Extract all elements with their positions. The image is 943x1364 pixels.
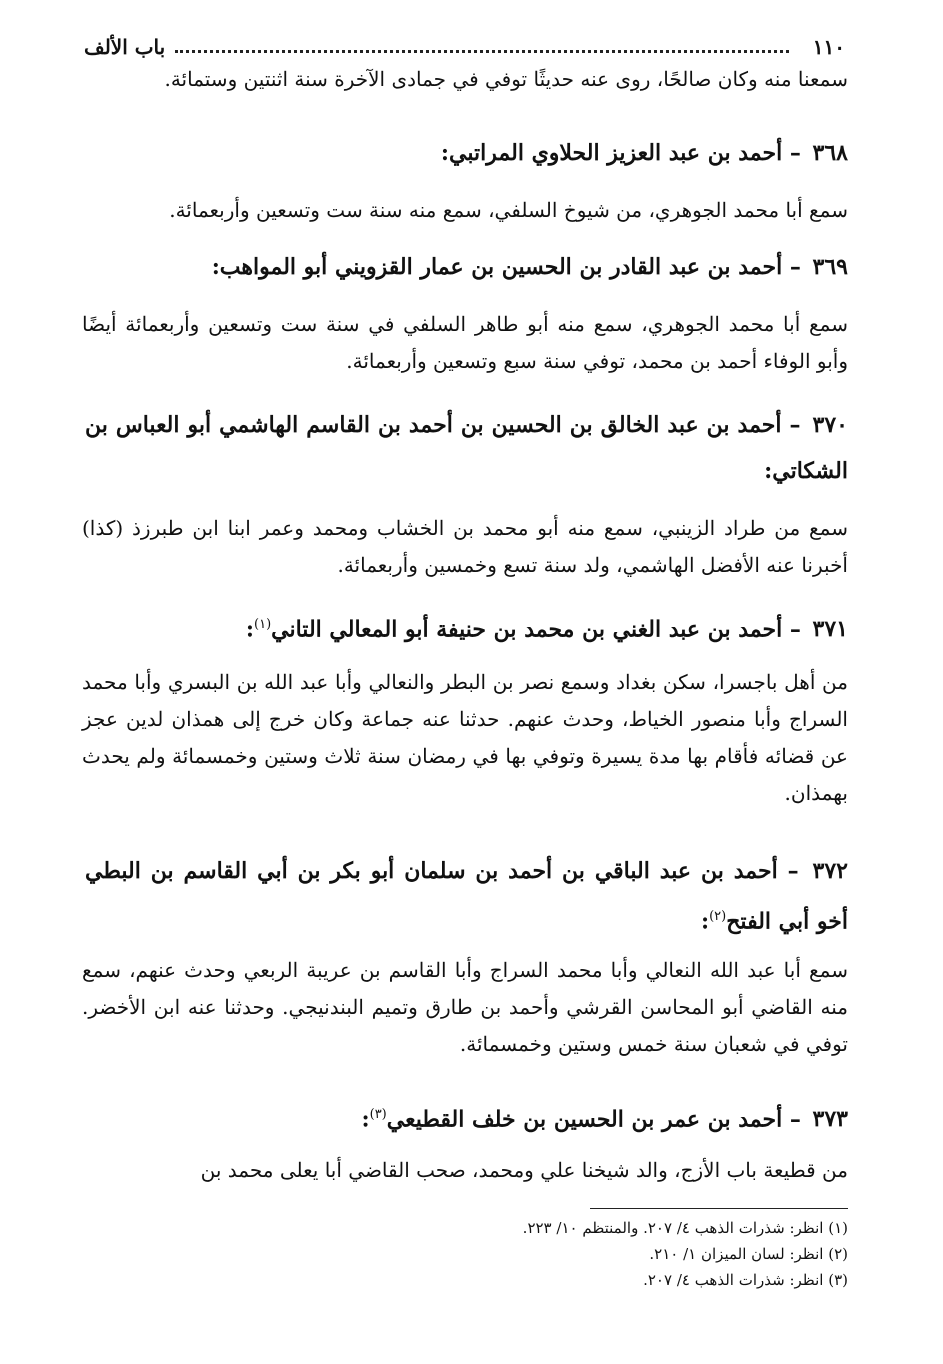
footnote-marker[interactable]: (٢) [709, 909, 727, 924]
footnote-item: (١) انظر: شذرات الذهب ٤/ ٢٠٧. والمنتظم ١٠/ ٢٢٣. [522, 1219, 848, 1237]
entry-body: من أهل باجسرا، سكن بغداد وسمع نصر بن البطر والنعالي وأبا عبد الله بن البسري وأبا محمد السراج وأبا منصور الخياط، وحدث عنهم. حدثنا عنه جماعة وكان خرج إلى همذان لدين عجز عن قضائه فأقام بها مدة يسيرة وتوفي بها في رمضان سنة ثلاث وستين وخمسمائة ولم يحدث بهمذان. [82, 670, 848, 805]
entry-heading [85, 848, 848, 944]
entry-heading [85, 602, 848, 652]
leader-dots [175, 50, 789, 53]
footnote-item: (٢) انظر: لسان الميزان ١/ ٢١٠. [649, 1245, 848, 1263]
entry-name: أحمد بن عبد الخالق بن الحسين بن أحمد بن القاسم الهاشمي أبو العباس بن الشكاتي: [85, 412, 848, 484]
entry-dash: – [782, 140, 801, 166]
entry-dash: – [782, 616, 801, 643]
entry-body: سمع أبا محمد الجوهري، سمع منه أبو طاهر السلفي في سنة ست وتسعين وأربعمائة أيضًا وأبو الوفاء أحمد بن محمد، توفي سنة سبع وتسعين وأربعمائة. [82, 312, 848, 373]
running-header [84, 30, 845, 64]
entry-body: سمع أبا عبد الله النعالي وأبا محمد السراج وأبا القاسم بن عريبة الربعي وحدث عنهم، سمع منه القاضي أبو المحاسن القرشي وأحمد بن طارق وتميم البندنيجي. وحدثنا عنه ابن الأخضر. توفي في شعبان سنة خمس وستين وخمسمائة. [82, 958, 848, 1056]
entry-name: أحمد بن عبد الغني بن محمد بن حنيفة أبو المعالي التاني [271, 616, 783, 643]
entry-name: أحمد بن عبد الباقي بن أحمد بن سلمان أبو بكر بن أبي القاسم بن البطي أخو أبي الفتح [85, 858, 848, 935]
entry-heading [85, 244, 848, 290]
entry-name: أحمد بن عمر بن الحسين بن خلف القطيعي [386, 1106, 783, 1133]
entry-heading [85, 130, 848, 176]
entry-dash: – [782, 254, 801, 280]
entry-number: ٣٧٠ [812, 412, 848, 438]
entry-number: ٣٧٢ [812, 858, 848, 884]
entry-body: سمع أبا محمد الجوهري، من شيوخ السلفي، سمع منه سنة ست وتسعين وأربعمائة. [169, 198, 848, 222]
footnote-marker[interactable]: (١) [254, 617, 272, 632]
entry-colon: : [361, 1106, 370, 1133]
entry-name: أحمد بن عبد القادر بن الحسين بن عمار القزويني أبو المواهب: [211, 254, 783, 280]
entry-body: سمع من طراد الزينبي، سمع منه أبو محمد بن الخشاب ومحمد وعمر ابنا ابن طبرزذ (كذا) أخبرنا عنه الأفضل الهاشمي، ولد سنة تسع وخمسين وأربعمائة. [82, 516, 848, 577]
entry-heading [85, 1092, 848, 1142]
entry-dash: – [777, 858, 799, 884]
chapter-title: باب الألف [84, 35, 166, 59]
carryover-paragraph: سمعنا منه وكان صالحًا، روى عنه حديثًا توفي في جمادى الآخرة سنة اثنتين وستمائة. [164, 67, 848, 91]
entry-number: ٣٧١ [812, 616, 848, 643]
footnote-marker[interactable]: (٣) [369, 1107, 387, 1122]
entry-heading [85, 402, 848, 494]
entry-dash: – [781, 412, 801, 438]
footnote-separator [590, 1208, 848, 1209]
footnote-item: (٣) انظر: شذرات الذهب ٤/ ٢٠٧. [643, 1271, 848, 1289]
entry-number: ٣٦٨ [812, 140, 848, 166]
entry-colon: : [700, 908, 710, 935]
entry-number: ٣٧٣ [812, 1106, 848, 1133]
entry-body: من قطيعة باب الأزج، والد شيخنا علي ومحمد، صحب القاضي أبا يعلى محمد بن [200, 1158, 848, 1182]
entry-name: أحمد بن عبد العزيز الحلاوي المراتبي: [440, 140, 783, 166]
entry-dash: – [782, 1106, 801, 1133]
page-number: ١١٠ [812, 35, 845, 59]
entry-number: ٣٦٩ [812, 254, 848, 280]
entry-colon: : [245, 616, 254, 643]
footnotes [320, 1215, 848, 1293]
